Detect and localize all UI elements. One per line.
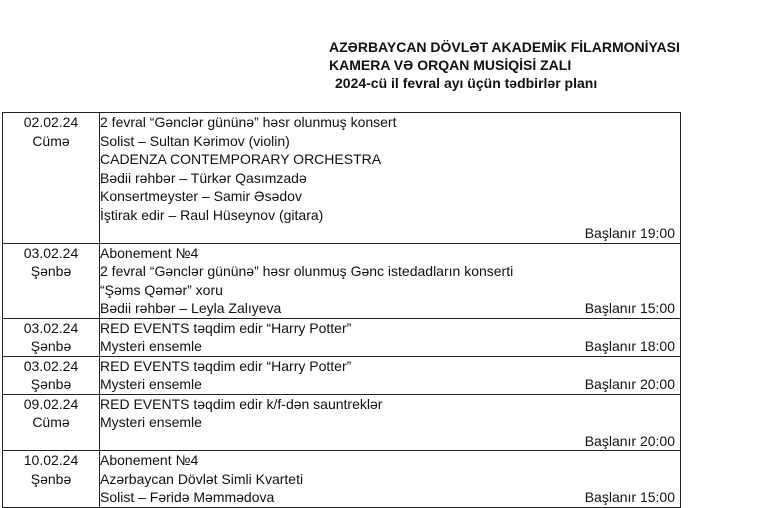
event-line: Solist – Sultan Kərimov (violin) [100, 132, 290, 149]
table-row [3, 451, 681, 508]
event-line: RED EVENTS təqdim edir “Harry Potter” [100, 319, 352, 336]
table-row [3, 356, 681, 394]
event-start-time: Başlanır 20:00 [584, 432, 675, 449]
event-day: Şənbə [30, 470, 72, 487]
event-line: RED EVENTS təqdim edir k/f-dən sauntreklər [100, 395, 383, 412]
event-line: Solist – Fəridə Məmmədova [100, 489, 275, 505]
date-cell [3, 318, 100, 356]
event-date: 02.02.24 [23, 114, 79, 130]
header-title: AZƏRBAYCAN DÖVLƏT AKADEMİK FİLARMONİYASI [329, 39, 680, 55]
table-row [3, 394, 681, 451]
event-line: Bədii rəhbər – Türkər Qasımzadə [100, 169, 307, 186]
event-line: Mysteri ensemle [100, 414, 202, 430]
event-start-time: Başlanır 18:00 [584, 338, 675, 354]
event-cell [100, 243, 681, 318]
event-date: 03.02.24 [23, 244, 79, 261]
event-line: Bədii rəhbər – Leyla Zalıyeva [100, 300, 282, 316]
event-last-line [100, 337, 680, 356]
event-line: Mysteri ensemle [100, 376, 202, 392]
table-row [3, 318, 681, 356]
header-subtitle: KAMERA VƏ ORQAN MUSİQİSİ ZALI [329, 57, 572, 73]
event-date: 09.02.24 [23, 395, 79, 412]
event-date: 03.02.24 [23, 357, 79, 374]
event-cell [100, 356, 681, 394]
event-line: Konsertmeyster – Samir Əsədov [100, 188, 302, 204]
event-line: 2 fevral “Gənclər gününə” həsr olunmuş Gənc istedadların konserti [100, 263, 514, 279]
event-start-time: Başlanır 15:00 [584, 300, 675, 316]
event-day: Şənbə [30, 376, 72, 392]
event-line: Mysteri ensemle [100, 338, 202, 354]
event-day: Şənbə [30, 338, 72, 354]
event-line: CADENZA CONTEMPORARY ORCHESTRA [100, 151, 382, 167]
event-line: RED EVENTS təqdim edir “Harry Potter” [100, 357, 352, 374]
header-period: 2024-cü il fevral ayı üçün tədbirlər planı [335, 75, 598, 91]
event-line: “Şəms Qəmər” xoru [100, 281, 223, 298]
event-cell [100, 113, 681, 244]
event-date: 03.02.24 [23, 319, 79, 336]
date-cell [3, 394, 100, 451]
event-day: Şənbə [30, 263, 72, 279]
date-cell [3, 356, 100, 394]
date-cell [3, 451, 100, 508]
event-cell [100, 394, 681, 451]
event-day: Cümə [32, 132, 70, 149]
event-last-line [100, 488, 680, 507]
event-cell [100, 318, 681, 356]
table-row [3, 113, 681, 244]
event-last-line [100, 375, 680, 394]
event-start-time: Başlanır 15:00 [584, 489, 675, 505]
event-line: İştirak edir – Raul Hüseynov (gitara) [100, 206, 324, 223]
event-line: 2 fevral “Gənclər gününə” həsr olunmuş konsert [100, 114, 397, 130]
date-cell [3, 113, 100, 244]
event-start-time: Başlanır 19:00 [584, 225, 675, 241]
event-start-time: Başlanır 20:00 [584, 376, 675, 392]
event-last-line [100, 299, 680, 318]
document-header [329, 38, 680, 92]
event-day: Cümə [32, 414, 70, 430]
table-row [3, 243, 681, 318]
event-cell [100, 451, 681, 508]
event-line: Azərbaycan Dövlət Simli Kvarteti [100, 470, 304, 487]
events-table [2, 112, 681, 508]
event-line: Abonement №4 [100, 244, 199, 261]
event-date: 10.02.24 [23, 452, 79, 468]
date-cell [3, 243, 100, 318]
event-line: Abonement №4 [100, 452, 199, 468]
